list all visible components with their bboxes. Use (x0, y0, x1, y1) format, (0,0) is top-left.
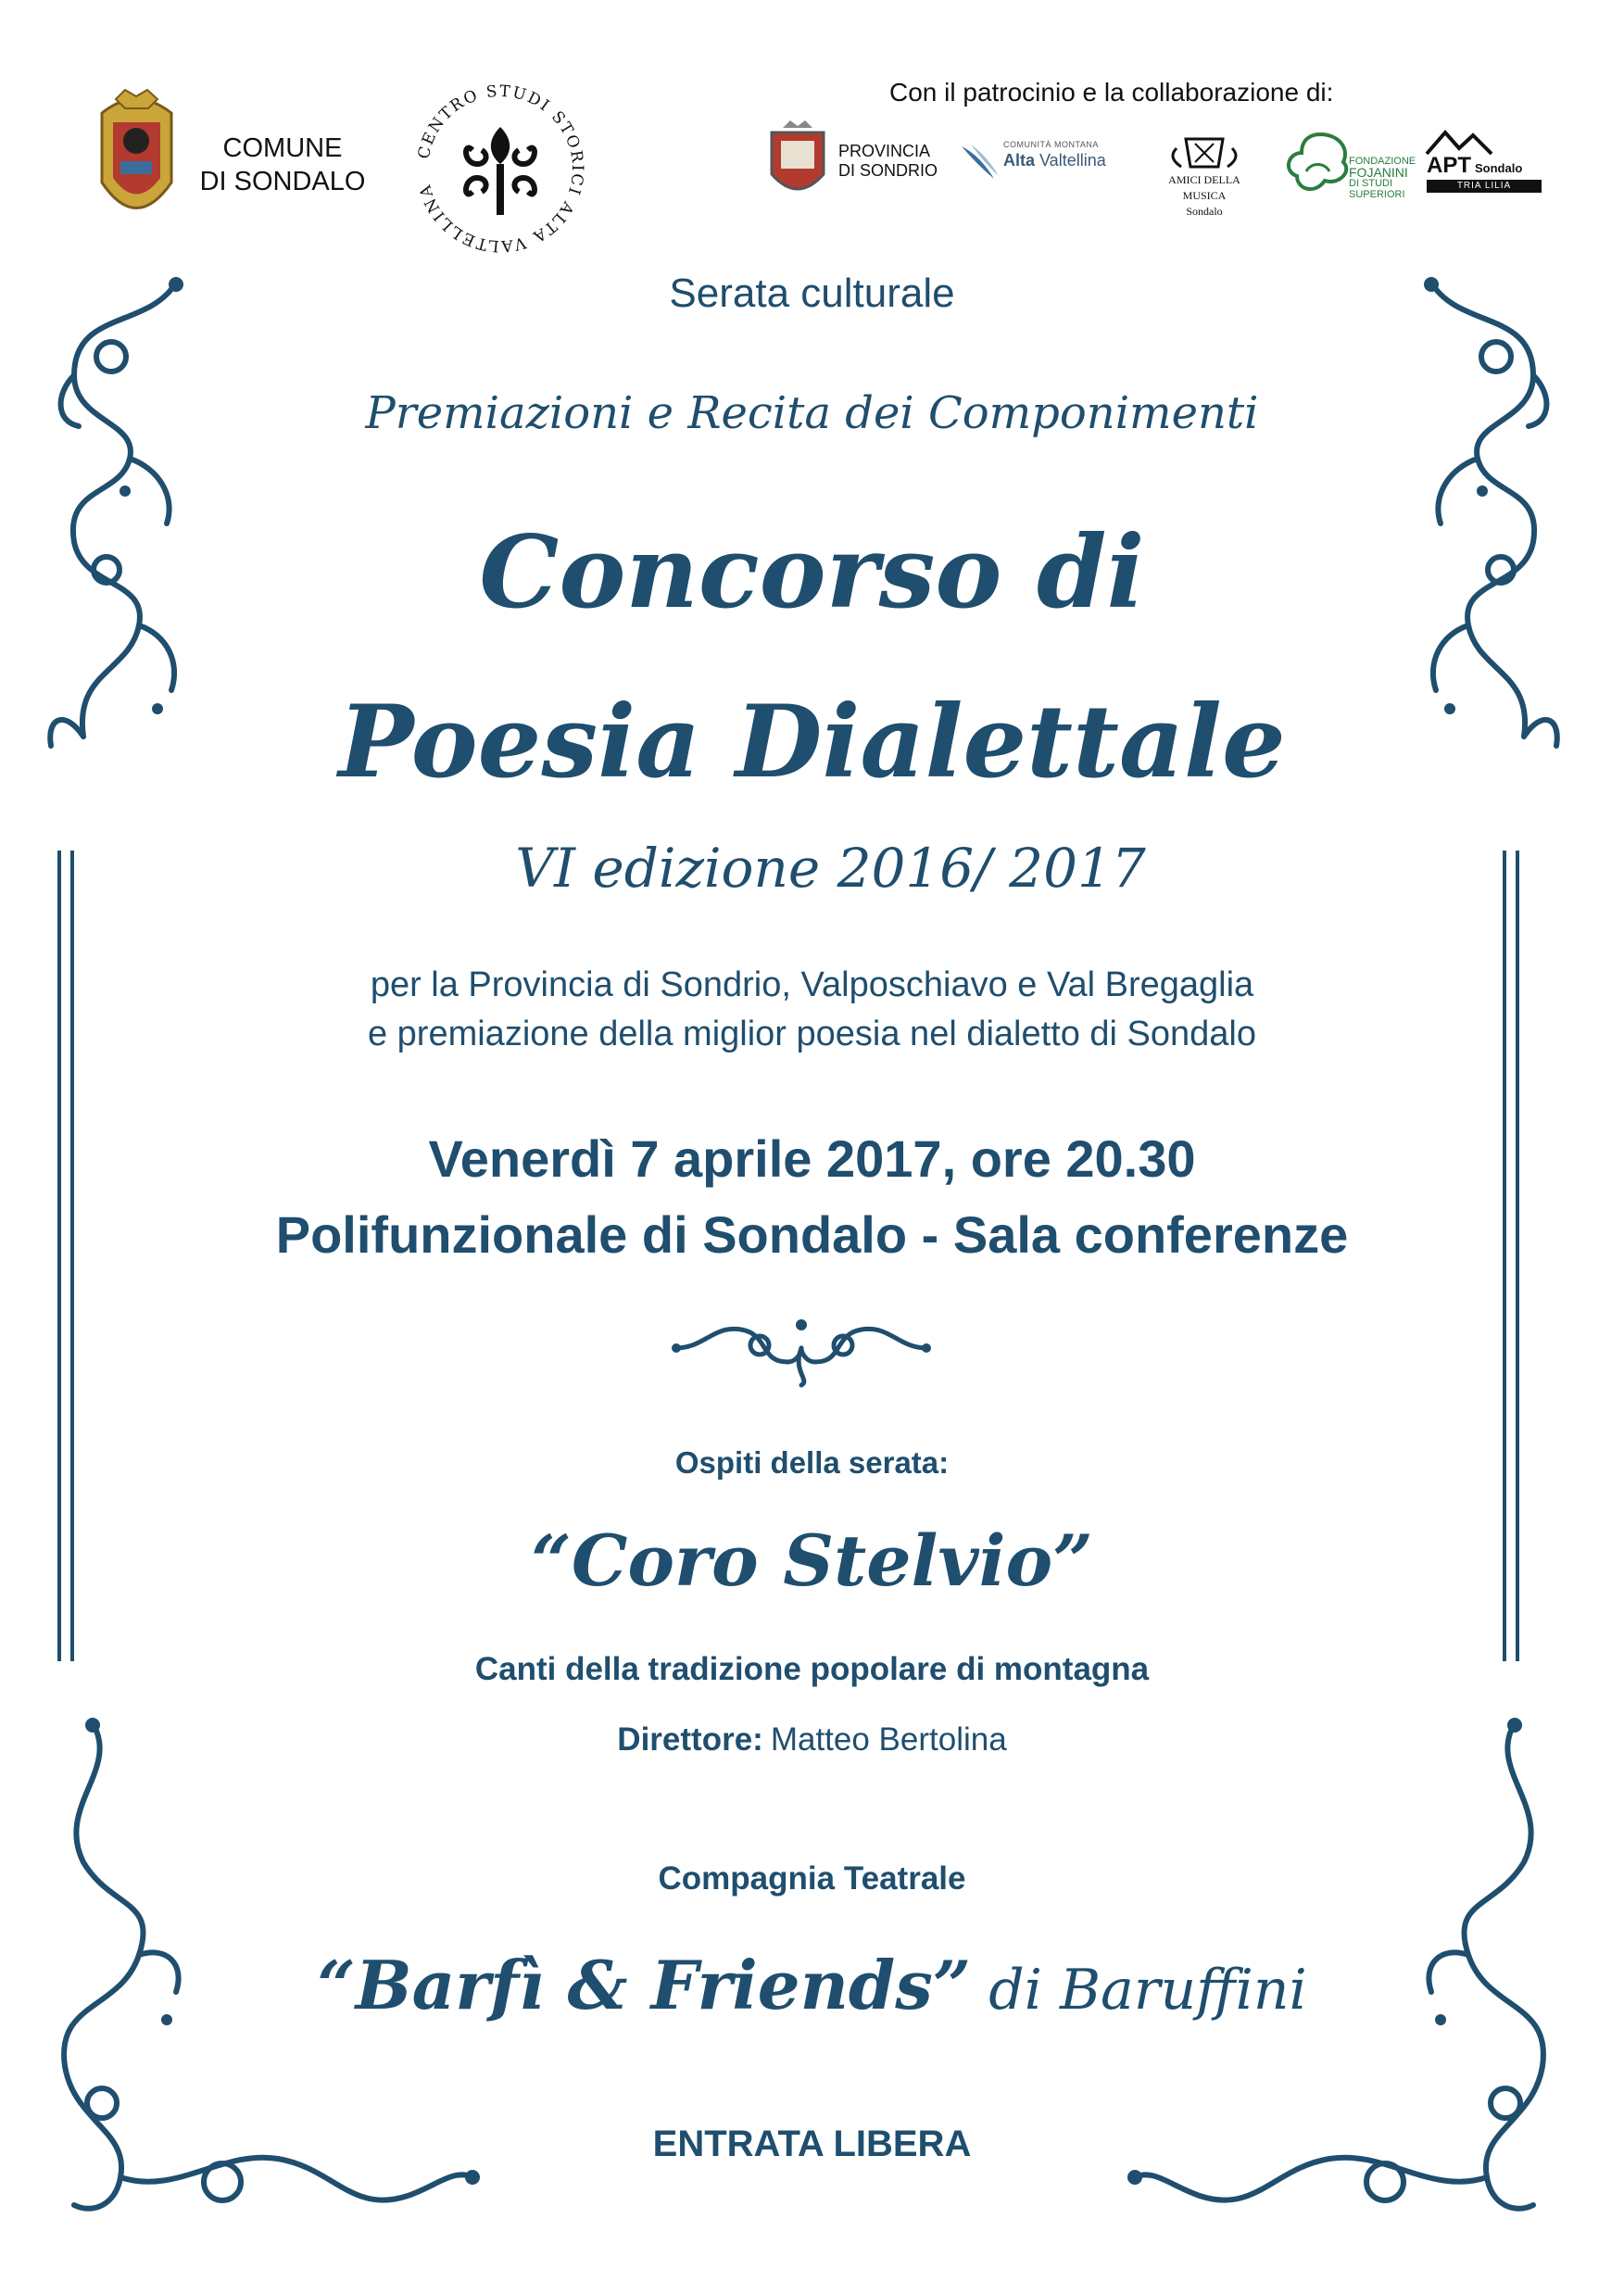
comune-name: COMUNE DI SONDALO (199, 133, 366, 196)
free-entrance-label: ENTRATA LIBERA (652, 2124, 972, 2164)
centro-studi-seal (408, 76, 593, 261)
comunita-montana-name: Alta Valtellina (1003, 151, 1106, 170)
fondazione-fojanini-name: FONDAZIONE FOJANINI DI STUDI SUPERIORI (1349, 156, 1416, 200)
event-title-line2: Poesia Dialettale (338, 684, 1286, 800)
director-label: Direttore: (617, 1721, 763, 1758)
edition-label: VI edizione 2016/ 2017 (515, 837, 1146, 900)
theater-company-row (0, 1946, 1624, 2024)
guests-label: Ospiti della serata: (674, 1445, 950, 1480)
amici-della-musica-name: AMICI DELLA MUSICA Sondalo (1168, 173, 1240, 218)
provincia-name: PROVINCIA DI SONDRIO (838, 142, 938, 180)
event-description-line1: per la Provincia di Sondrio, Valposchiavo e Val Bregaglia (370, 965, 1254, 1004)
svg-text:CENTRO STUDI STORICI ALTA VALT: CENTRO STUDI STORICI ALTA VALTELLINA (414, 82, 587, 256)
theater-company-name: “Barfì & Friends” (317, 1946, 972, 2024)
event-description-line2: e premiazione della miglior poesia nel dialetto di Sondalo (367, 1015, 1257, 1053)
apt-tria-lilia-bar: TRIA LILIA (1427, 180, 1542, 193)
patronage-label: Con il patrocinio e la collaborazione di: (889, 78, 1334, 107)
apt-label: APT (1427, 153, 1471, 178)
director-name: Matteo Bertolina (770, 1721, 1007, 1758)
serata-culturale-label: Serata culturale (669, 271, 955, 316)
event-subtitle: Premiazioni e Recita dei Componimenti (365, 387, 1259, 439)
event-title-line1: Concorso di (479, 514, 1145, 631)
event-venue: Polifunzionale di Sondalo - Sala conferenze (275, 1205, 1349, 1264)
director-row (0, 1721, 1624, 1758)
coro-description: Canti della tradizione popolare di montagna (474, 1651, 1150, 1687)
fondazione-fojanini-logo (1283, 130, 1355, 199)
comune-crest-logo (93, 85, 181, 233)
theater-company-label: Compagnia Teatrale (658, 1860, 966, 1897)
comunita-montana-small-label: COMUNITÀ MONTANA (1003, 140, 1099, 149)
apt-sondalo-label: Sondalo (1475, 161, 1523, 175)
provincia-crest-logo (764, 119, 831, 204)
center-divider-flourish (667, 1306, 936, 1390)
coro-name: “Coro Stelvio” (531, 1519, 1093, 1602)
event-date-time: Venerdì 7 aprile 2017, ore 20.30 (428, 1129, 1196, 1188)
theater-company-origin: di Baruffini (971, 1958, 1307, 2023)
